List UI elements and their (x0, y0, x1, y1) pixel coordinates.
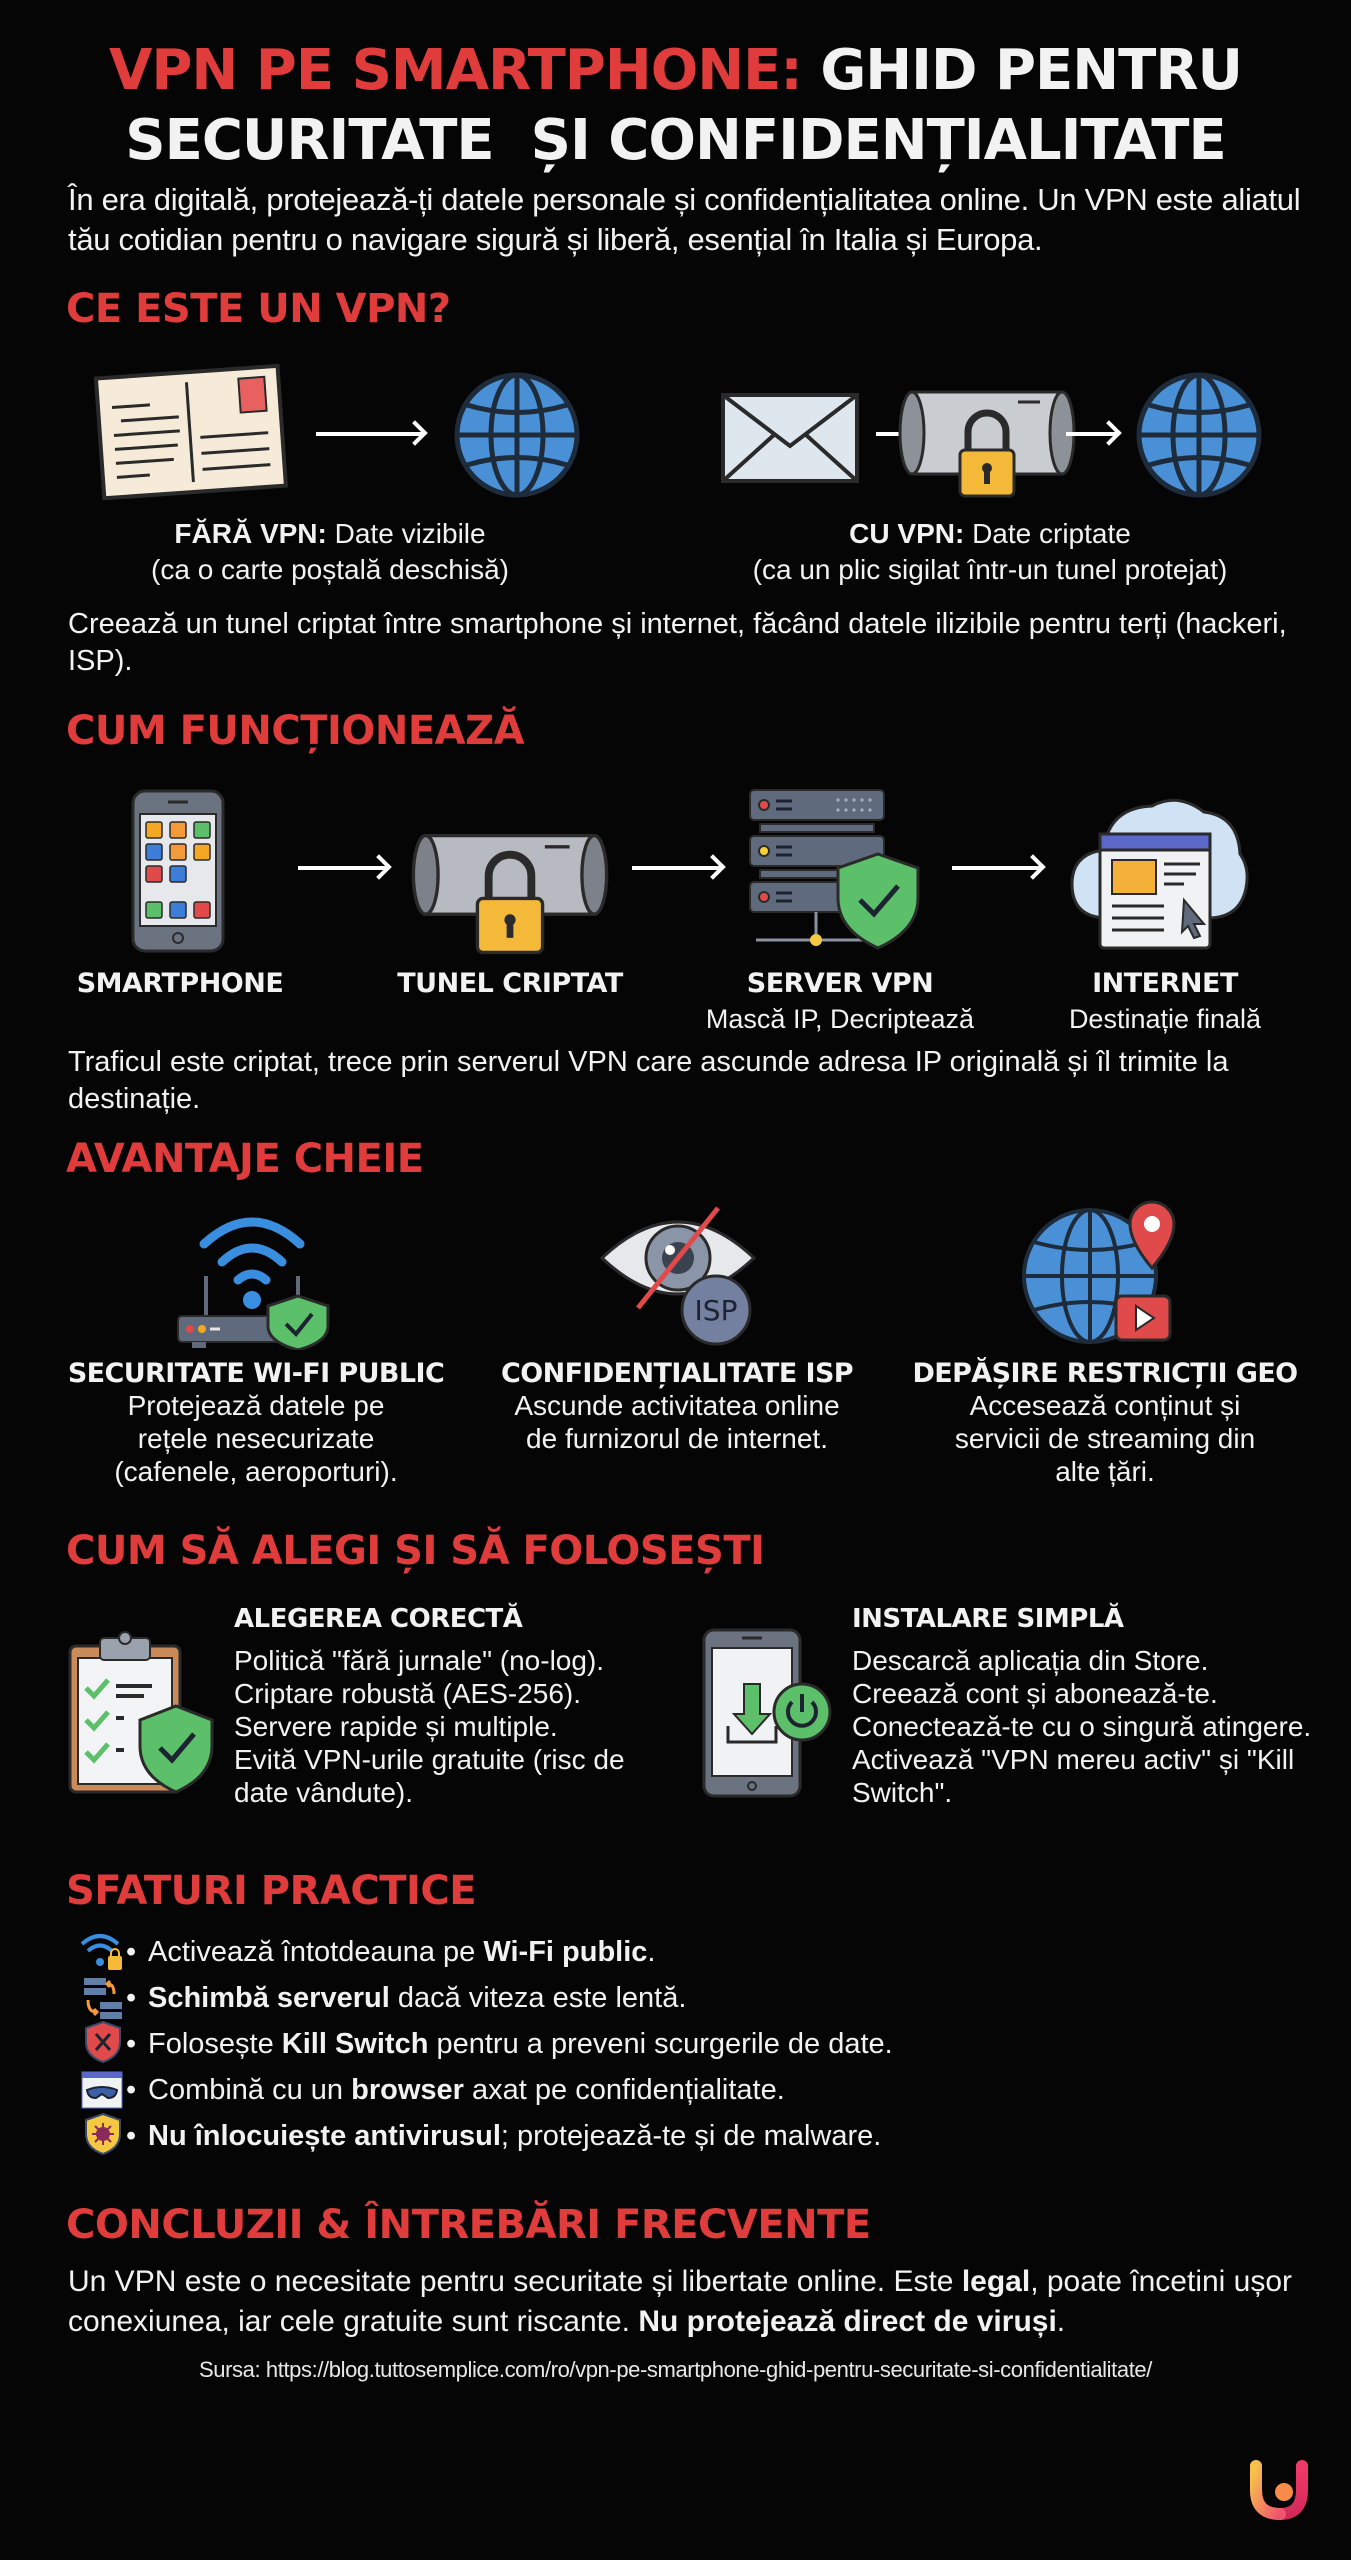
install-line: Creează cont și abonează-te. (852, 1678, 1218, 1709)
arrow-icon (316, 432, 422, 436)
smartphone-icon (130, 788, 226, 954)
choose-line: Evită VPN-urile gratuite (risc de date vândute). (234, 1744, 625, 1808)
advantage-text: Ascunde activitatea online de furnizorul de internet. (514, 1390, 840, 1454)
choose-line: Politică "fără jurnale" (no-log). (234, 1645, 605, 1676)
intro-text: În era digitală, protejează-ți datele personale și confidențialitatea online. Un VPN este aliatul tău cotidian pentru o navigare sigură și liberă, esențial în Italia și Europa. (68, 182, 1301, 257)
tip-item: • Nu înlocuiește antivirusul; protejează-te și de malware. (148, 2118, 881, 2154)
title-white-part: GHID PENTRU (820, 38, 1242, 103)
arrow-icon (632, 866, 720, 870)
tip-item: • Schimbă serverul dacă viteza este lentă. (148, 1980, 686, 2016)
choose-title: ALEGEREA CORECTĂ (234, 1604, 523, 1634)
advantage-title: SECURITATE WI-FI PUBLIC (67, 1358, 445, 1389)
tunnel-lock-icon (898, 388, 1076, 500)
section-heading-conclusion: CONCLUZII & ÎNTREBĂRI FRECVENTE (66, 2202, 871, 2248)
install-line: Descarcă aplicația din Store. (852, 1645, 1209, 1676)
tip-item: • Activează întotdeauna pe Wi-Fi public. (148, 1934, 655, 1970)
section-heading-how-it-works: CUM FUNCȚIONEAZĂ (66, 708, 525, 754)
arrow-icon (1066, 432, 1116, 436)
advantage-title: CONFIDENȚIALITATE ISP (501, 1358, 853, 1389)
advantage-text: Protejează datele pe rețele nesecurizate (cafenele, aeroporturi). (114, 1390, 398, 1487)
server-shield-icon (748, 788, 923, 958)
server-swap-icon (78, 1976, 128, 2020)
shield-x-icon (78, 2020, 128, 2064)
tip-item: • Combină cu un browser axat pe confidențialitate. (148, 2072, 785, 2108)
install-block (852, 1604, 1312, 1809)
envelope-icon (720, 392, 860, 484)
advantage-card-wifi (56, 1358, 456, 1488)
install-title: INSTALARE SIMPLĂ (852, 1604, 1124, 1634)
advantage-card-isp (482, 1358, 872, 1455)
title-red-part: VPN PE SMARTPHONE: (109, 38, 802, 103)
section-heading-what-is: CE ESTE UN VPN? (66, 286, 451, 332)
arrow-icon (298, 866, 386, 870)
step-label-server: SERVER VPN (746, 968, 934, 999)
advantage-text: Accesează conținut și servicii de streaming din alte țări. (954, 1390, 1256, 1487)
advantage-title: DEPĂȘIRE RESTRICȚII GEO (912, 1358, 1298, 1389)
install-line: Activează "VPN mereu activ" și "Kill Switch". (852, 1744, 1295, 1808)
with-vpn-caption: CU VPN: Date criptate (ca un plic sigilat într-un tunel protejat) (752, 518, 1228, 585)
title-line-2: SECURITATE ȘI CONFIDENȚIALITATE (125, 108, 1226, 173)
brand-logo (1248, 2458, 1310, 2520)
phone-download-power-icon (700, 1626, 840, 1800)
step-sub-internet: Destinație finală (1068, 1004, 1262, 1034)
how-it-works-description: Traficul este criptat, trece prin serverul VPN care ascunde adresa IP originală și îl trimite la destinație. (68, 1046, 1229, 1115)
cloud-browser-icon (1068, 788, 1252, 954)
advantage-card-geo (900, 1358, 1310, 1488)
eye-slash-isp-icon (598, 1200, 758, 1350)
conclusion-text: Un VPN este o necesitate pentru securitate și libertate online. Este legal, poate încetini ușor conexiunea, iar cele gratuite sunt riscante. Nu protejează direct de viruși. (68, 2265, 1293, 2338)
without-vpn-caption: FĂRĂ VPN: Date vizibile (ca o carte poștală deschisă) (151, 518, 509, 585)
install-line: Conectează-te cu o singură atingere. (852, 1711, 1312, 1742)
incognito-browser-icon (78, 2068, 128, 2112)
tip-item: • Folosește Kill Switch pentru a preveni scurgerile de date. (148, 2026, 893, 2062)
postcard-icon (92, 358, 292, 508)
choose-block (234, 1604, 674, 1809)
page-title (0, 36, 1351, 176)
source-link[interactable]: Sursa: https://blog.tuttosemplice.com/ro/vpn-pe-smartphone-ghid-pentru-securitate-si-confidentialitate/ (199, 2357, 1152, 2382)
wifi-router-shield-icon (176, 1200, 332, 1350)
tunnel-lock-icon (410, 830, 610, 958)
section-heading-advantages: AVANTAJE CHEIE (66, 1136, 424, 1182)
choose-line: Servere rapide și multiple. (234, 1711, 558, 1742)
step-label-smartphone: SMARTPHONE (76, 968, 284, 999)
globe-icon (1134, 370, 1264, 500)
clipboard-shield-icon (66, 1628, 216, 1798)
shield-virus-icon (78, 2112, 128, 2156)
what-is-description: Creează un tunel criptat între smartphone și internet, făcând datele ilizibile pentru terți (hackeri, ISP). (68, 608, 1287, 677)
step-label-tunnel: TUNEL CRIPTAT (397, 968, 623, 999)
svg-text:ISP: ISP (694, 1294, 738, 1327)
step-sub-server: Mască IP, Decriptează (705, 1004, 975, 1034)
section-heading-choose-use: CUM SĂ ALEGI ȘI SĂ FOLOSEȘTI (66, 1528, 765, 1574)
step-label-internet: INTERNET (1092, 968, 1238, 999)
choose-line: Criptare robustă (AES-256). (234, 1678, 582, 1709)
section-heading-tips: SFATURI PRACTICE (66, 1868, 477, 1914)
globe-icon (452, 370, 582, 500)
globe-pin-play-icon (1020, 1200, 1180, 1346)
arrow-icon (952, 866, 1040, 870)
wifi-lock-icon (78, 1930, 128, 1974)
